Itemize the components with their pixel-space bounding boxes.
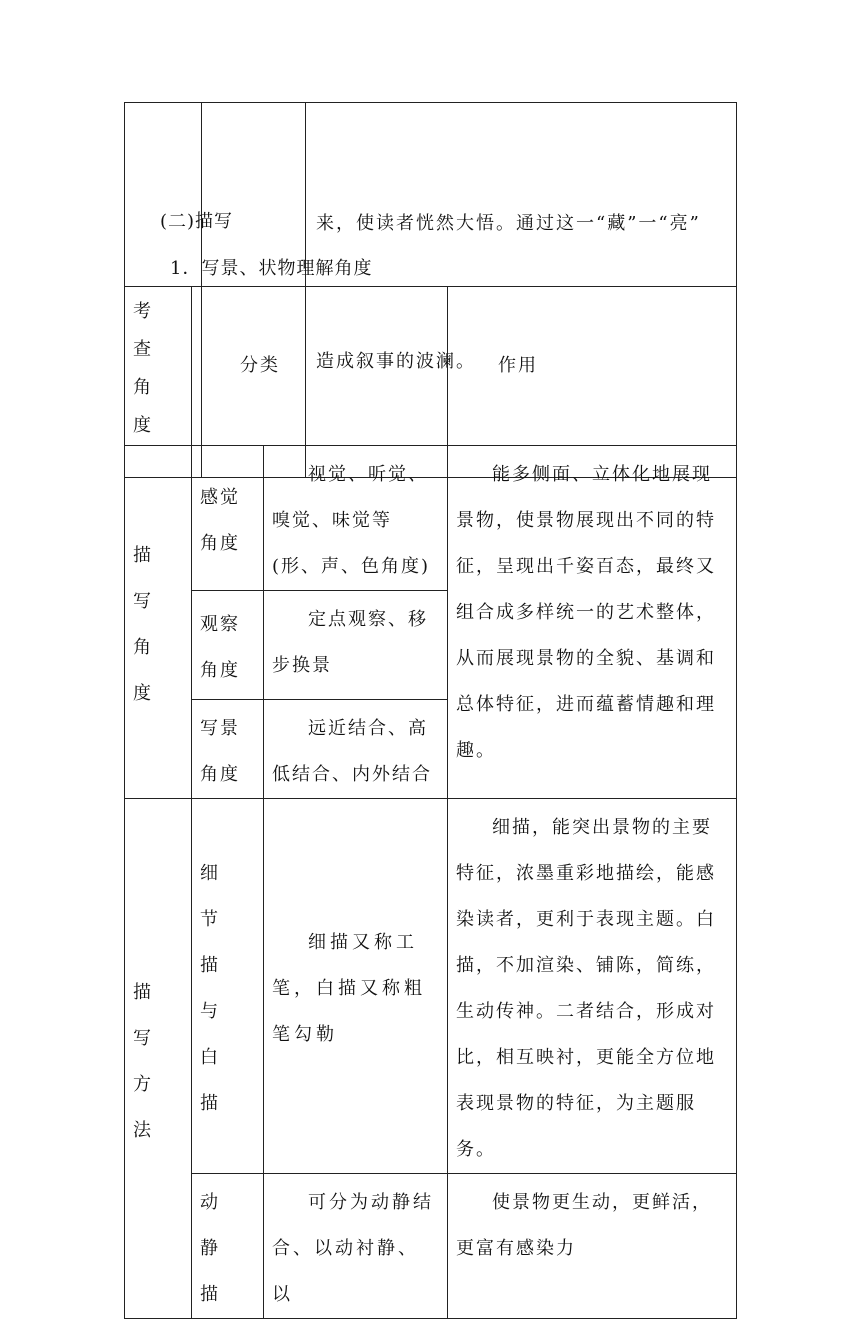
group1-effect [448, 446, 737, 799]
group1-row3-desc-text: 远近结合、高低结合、内外结合 [272, 718, 432, 785]
group2-row1-sub [192, 799, 264, 1174]
group1-label [125, 446, 192, 799]
group1-row2-sub [192, 591, 264, 700]
top-table-text-line2: 造成叙事的波澜。 [316, 351, 476, 372]
top-table-text-line1: 来，使读者恍然大悟。通过这一“藏”一“亮” [316, 213, 701, 234]
group1-row2-desc-text: 定点观察、移步换景 [272, 609, 428, 676]
group1-effect-text: 能多侧面、立体化地展现景物，使景物展现出不同的特征，呈现出千姿百态，最终又组合成多样统一的艺术整体，从而展现景物的全貌、基调和总体特征，进而蕴蓄情趣和理趣。 [456, 464, 716, 761]
header-col3 [448, 287, 737, 446]
header-col1 [125, 287, 192, 446]
group2-row1-desc-text: 细描又称工笔，白描又称粗笔勾勒 [272, 932, 426, 1045]
group2-label [125, 799, 192, 1319]
group2-row2-sub-text: 动静描 [200, 1192, 232, 1305]
header-col2-text: 分类 [240, 355, 280, 376]
group1-row2-desc [264, 591, 448, 700]
group2-row2-desc-text: 可分为动静结合、以动衬静、以 [272, 1192, 434, 1305]
main-table [124, 286, 737, 1319]
group1-row1-desc-text: 视觉、听觉、嗅觉、味觉等(形、声、色角度) [272, 464, 431, 577]
group2-row1-desc [264, 799, 448, 1174]
group2-row2-sub [192, 1174, 264, 1319]
group2-row1-effect [448, 799, 737, 1174]
group2-row2-desc [264, 1174, 448, 1319]
group1-row3-desc [264, 700, 448, 799]
header-col2 [192, 287, 448, 446]
group2-row2-effect [448, 1174, 737, 1319]
subsection-heading: 1．写景、状物理解角度 [170, 258, 373, 279]
group1-row1-desc [264, 446, 448, 591]
group2-row1-effect-text: 细描，能突出景物的主要特征，浓墨重彩地描绘，能感染读者，更利于表现主题。白描，不加渲染、铺陈，简练，生动传神。二者结合，形成对比，相互映衬，更能全方位地表现景物的特征，为主题服务。 [456, 817, 716, 1160]
group2-row1-sub-text: 细节描与白描 [200, 863, 232, 1114]
section-heading: (二)描写 [160, 211, 234, 232]
group1-row1-sub [192, 446, 264, 591]
group1-row3-sub-text: 写景角度 [200, 718, 240, 785]
group2-row2-effect-text: 使景物更生动，更鲜活，更富有感染力 [456, 1192, 712, 1259]
group1-row1-sub-text: 感觉角度 [200, 487, 240, 554]
header-col1-text: 考查角度 [133, 301, 163, 436]
group1-label-text: 描写角度 [133, 545, 163, 704]
group1-row2-sub-text: 观察角度 [200, 614, 240, 681]
group1-row3-sub [192, 700, 264, 799]
group2-label-text: 描写方法 [133, 981, 163, 1141]
header-col3-text: 作用 [498, 355, 538, 376]
